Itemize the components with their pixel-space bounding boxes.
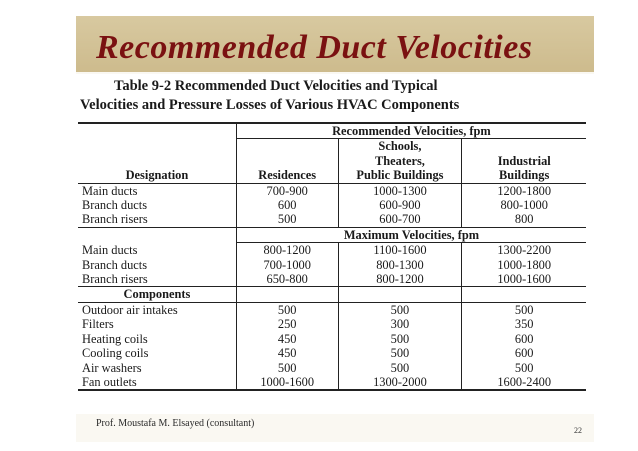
slide [76, 16, 594, 442]
cell-residences: 600 [236, 198, 338, 212]
row-label: Branch ducts [82, 198, 148, 213]
col-industrial-line-1: Industrial [462, 154, 586, 168]
cell-schools: 800-1200 [338, 272, 462, 287]
cell-residences: 700-1000 [236, 258, 338, 272]
table-row [78, 346, 586, 360]
cell-residences: 700-900 [236, 183, 338, 198]
table-row [78, 258, 586, 272]
header-row-3 [78, 154, 586, 168]
slide-title: Recommended Duct Velocities [96, 29, 533, 66]
table-image [76, 74, 594, 414]
cell-residences: 500 [236, 302, 338, 317]
cell-industrial: 500 [462, 302, 586, 317]
table-row [78, 317, 586, 331]
table-row [78, 198, 586, 212]
row-label: Air washers [82, 360, 142, 375]
header-row-2 [78, 139, 586, 154]
col-schools-line-1: Schools, [338, 139, 462, 154]
row-label: Cooling coils [82, 346, 149, 361]
row-label: Main ducts [78, 183, 236, 198]
cell-residences: 450 [236, 346, 338, 360]
row-label: Heating coils [82, 331, 148, 346]
cell-industrial: 600 [462, 346, 586, 360]
recommended-header: Recommended Velocities, fpm [236, 123, 586, 139]
duct-velocity-table [78, 122, 586, 391]
row-label: Main ducts [82, 243, 138, 257]
cell-industrial: 1200-1800 [462, 183, 586, 198]
cell-residences: 500 [236, 212, 338, 227]
cell-schools: 1300-2000 [338, 375, 462, 390]
caption-line-1: Table 9-2 Recommended Duct Velocities and Typical [114, 78, 438, 94]
table-row [78, 361, 586, 375]
table-row [78, 302, 586, 317]
header-row-4 [78, 168, 586, 183]
table-row [78, 243, 586, 258]
row-label: Filters [82, 317, 114, 332]
designation-header: Designation [125, 168, 189, 183]
cell-residences: 1000-1600 [236, 375, 338, 390]
cell-schools: 500 [338, 332, 462, 346]
row-label: Outdoor air intakes [78, 302, 236, 317]
cell-schools: 1000-1300 [338, 183, 462, 198]
cell-schools: 500 [338, 302, 462, 317]
cell-industrial: 1000-1600 [462, 272, 586, 287]
cell-residences: 650-800 [236, 272, 338, 287]
cell-industrial: 1300-2200 [462, 243, 586, 258]
cell-industrial: 800 [462, 212, 586, 227]
row-label: Branch risers [82, 212, 148, 227]
table-row [78, 332, 586, 346]
page-number: 22 [574, 426, 582, 435]
cell-residences: 500 [236, 361, 338, 375]
caption-line-2: Velocities and Pressure Losses of Various HVAC Components [80, 97, 460, 113]
cell-industrial: 350 [462, 317, 586, 331]
cell-schools: 500 [338, 361, 462, 375]
cell-schools: 600-700 [338, 212, 462, 227]
col-schools-line-3: Public Buildings [338, 168, 462, 183]
cell-residences: 450 [236, 332, 338, 346]
row-label: Branch risers [82, 272, 148, 287]
maximum-header-row [78, 227, 586, 242]
cell-schools: 600-900 [338, 198, 462, 212]
footer-author: Prof. Moustafa M. Elsayed (consultant) [96, 418, 255, 429]
table-row [78, 272, 586, 287]
components-header-row [78, 287, 586, 302]
cell-industrial: 1600-2400 [462, 375, 586, 390]
table-row [78, 183, 586, 198]
cell-residences: 800-1200 [236, 243, 338, 258]
header-row-1 [78, 123, 586, 139]
col-industrial-line-2: Buildings [462, 168, 586, 183]
cell-schools: 1100-1600 [338, 243, 462, 258]
col-residences: Residences [236, 168, 338, 183]
col-schools-line-2: Theaters, [338, 154, 462, 168]
table-row [78, 375, 586, 390]
cell-schools: 800-1300 [338, 258, 462, 272]
cell-schools: 500 [338, 346, 462, 360]
cell-industrial: 1000-1800 [462, 258, 586, 272]
maximum-header: Maximum Velocities, fpm [236, 227, 586, 242]
cell-residences: 250 [236, 317, 338, 331]
cell-industrial: 600 [462, 332, 586, 346]
cell-schools: 300 [338, 317, 462, 331]
row-label: Fan outlets [78, 375, 236, 390]
cell-industrial: 500 [462, 361, 586, 375]
components-header: Components [78, 287, 236, 302]
table-row [78, 212, 586, 227]
row-label: Branch ducts [82, 257, 148, 272]
cell-industrial: 800-1000 [462, 198, 586, 212]
